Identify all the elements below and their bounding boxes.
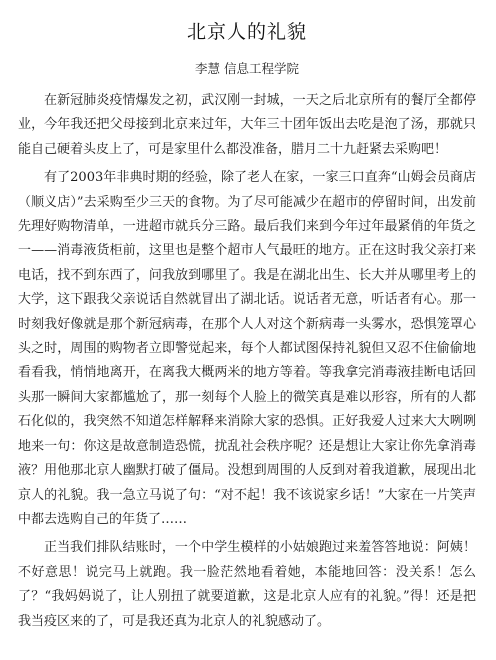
author-byline: 李慧 信息工程学院 [195,61,299,76]
paragraph-3: 正当我们排队结账时，一个中学生模样的小姑娘跑过来羞答答地说：阿姨！不好意思！说完马上就跑。我一脸茫然地看着她，本能地回答：没关系！怎么了？“我妈妈说了，让人别扭了就要道歉，这是北京人应有的礼貌。”得！还是把我当疫区来的了，可是我还真为北京人的礼貌感动了。 [18,540,476,629]
paragraph-1: 在新冠肺炎疫情爆发之初，武汉刚一封城，一天之后北京所有的餐厅全都停业，今年我还把父母接到北京来过年，大年三十团年饭出去吃是泡了汤，那就只能自己硬着头皮上了，可是家里什么都没准备，腊月二十九赶紧去采购吧！ [18,93,476,157]
paragraph-2: 有了2003年非典时期的经验，除了老人在家，一家三口直奔“山姆会员商店（顺义店）”去采购至少三天的食物。为了尽可能减少在超市的停留时间，出发前先理好购物清单，一进超市就兵分三路。最后我们来到今年过年最紧俏的年货之一——消毒液货柜前，这里也是整个超市人气最旺的地方。正在这时我父亲打来电话，找不到东西了，问我放到哪里了。我是在湖北出生、长大并从哪里考上的大学，这下跟我父亲说话自然就冒出了湖北话。说话者无意，听话者有心。那一时刻我好像就是那个新冠病毒，在那个人人对这个新病毒一头雾水，恐惧笼罩心头之时，周围的购物者立即警觉起来，每个人都试图保持礼貌但又忍不住偷偷地看看我，悄悄地离开，在离我大概两米的地方等着。等我拿完消毒液挂断电话回头那一瞬间大家都尴尬了，那一刻每个人脸上的微笑真是难以形容，所有的人都石化似的，我突然不知道怎样解释来消除大家的恐惧。正好我爱人过来大大咧咧地来一句：你这是故意制造恐慌，扰乱社会秩序呢？还是想让大家让你先拿消毒液？用他那北京人幽默打破了僵局。没想到周围的人反到对着我道歉，展现出北京人的礼貌。我一急立马说了句：“对不起！我不该说家乡话！”大家在一片笑声中都去选购自己的年货了…… [18,170,476,527]
document-title: 北京人的礼貌 [186,21,307,43]
